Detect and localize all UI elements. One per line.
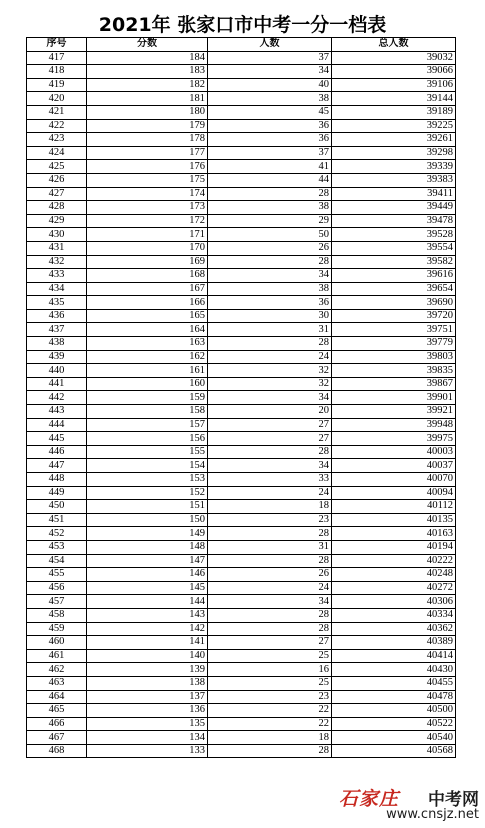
rank-cell: 424 (27, 146, 87, 160)
score-cell: 153 (87, 473, 208, 487)
count-cell: 44 (208, 173, 332, 187)
score-cell: 183 (87, 65, 208, 79)
rank-cell: 420 (27, 92, 87, 106)
total-cell: 40194 (332, 540, 456, 554)
total-cell: 39189 (332, 105, 456, 119)
count-cell: 26 (208, 241, 332, 255)
table-row (27, 337, 456, 351)
rank-cell: 451 (27, 513, 87, 527)
score-cell: 147 (87, 554, 208, 568)
score-cell: 154 (87, 459, 208, 473)
score-cell: 142 (87, 622, 208, 636)
total-cell: 39803 (332, 350, 456, 364)
table-row (27, 540, 456, 554)
count-cell: 27 (208, 432, 332, 446)
count-cell: 16 (208, 663, 332, 677)
count-cell: 28 (208, 445, 332, 459)
count-cell: 32 (208, 364, 332, 378)
rank-cell: 421 (27, 105, 87, 119)
count-cell: 32 (208, 377, 332, 391)
score-cell: 155 (87, 445, 208, 459)
score-cell: 156 (87, 432, 208, 446)
total-cell: 40362 (332, 622, 456, 636)
total-cell: 40334 (332, 608, 456, 622)
score-cell: 148 (87, 540, 208, 554)
total-cell: 39616 (332, 269, 456, 283)
total-cell: 40003 (332, 445, 456, 459)
rank-cell: 457 (27, 595, 87, 609)
table-row (27, 92, 456, 106)
rank-cell: 467 (27, 731, 87, 745)
count-cell: 41 (208, 160, 332, 174)
count-cell: 28 (208, 554, 332, 568)
score-cell: 133 (87, 744, 208, 758)
table-row (27, 486, 456, 500)
table-row (27, 649, 456, 663)
total-cell: 40500 (332, 704, 456, 718)
table-row (27, 445, 456, 459)
rank-cell: 465 (27, 704, 87, 718)
rank-cell: 435 (27, 296, 87, 310)
rank-cell: 468 (27, 744, 87, 758)
total-cell: 39948 (332, 418, 456, 432)
total-cell: 40222 (332, 554, 456, 568)
rank-cell: 427 (27, 187, 87, 201)
count-cell: 18 (208, 731, 332, 745)
total-cell: 39225 (332, 119, 456, 133)
count-cell: 27 (208, 636, 332, 650)
table-row (27, 527, 456, 541)
score-cell: 143 (87, 608, 208, 622)
count-cell: 25 (208, 676, 332, 690)
score-cell: 171 (87, 228, 208, 242)
total-cell: 39298 (332, 146, 456, 160)
table-row (27, 160, 456, 174)
table-row (27, 500, 456, 514)
total-cell: 40135 (332, 513, 456, 527)
count-cell: 36 (208, 133, 332, 147)
rank-cell: 455 (27, 568, 87, 582)
rank-cell: 440 (27, 364, 87, 378)
table-row (27, 595, 456, 609)
rank-cell: 443 (27, 405, 87, 419)
score-cell: 139 (87, 663, 208, 677)
score-cell: 177 (87, 146, 208, 160)
rank-cell: 426 (27, 173, 87, 187)
rank-cell: 452 (27, 527, 87, 541)
total-cell: 39411 (332, 187, 456, 201)
rank-cell: 438 (27, 337, 87, 351)
score-cell: 136 (87, 704, 208, 718)
score-cell: 135 (87, 717, 208, 731)
rank-cell: 431 (27, 241, 87, 255)
score-cell: 141 (87, 636, 208, 650)
table-header-row (27, 38, 456, 52)
table-row (27, 554, 456, 568)
header-rank: 序号 (27, 38, 87, 52)
score-cell: 158 (87, 405, 208, 419)
score-cell: 149 (87, 527, 208, 541)
table-row (27, 473, 456, 487)
watermark-brand: 中考网 (428, 790, 479, 810)
watermark-url: www.cnsjz.net (386, 807, 479, 822)
total-cell: 40163 (332, 527, 456, 541)
rank-cell: 449 (27, 486, 87, 500)
table-row (27, 173, 456, 187)
score-table (26, 37, 456, 758)
total-cell: 40414 (332, 649, 456, 663)
score-cell: 178 (87, 133, 208, 147)
rank-cell: 429 (27, 214, 87, 228)
total-cell: 40094 (332, 486, 456, 500)
score-cell: 138 (87, 676, 208, 690)
count-cell: 27 (208, 418, 332, 432)
table-row (27, 146, 456, 160)
rank-cell: 430 (27, 228, 87, 242)
rank-cell: 445 (27, 432, 87, 446)
count-cell: 45 (208, 105, 332, 119)
table-row (27, 282, 456, 296)
table-row (27, 133, 456, 147)
table-row (27, 513, 456, 527)
table-row (27, 432, 456, 446)
total-cell: 39066 (332, 65, 456, 79)
score-cell: 184 (87, 51, 208, 65)
table-row (27, 228, 456, 242)
table-row (27, 704, 456, 718)
score-cell: 173 (87, 201, 208, 215)
score-cell: 163 (87, 337, 208, 351)
table-row (27, 105, 456, 119)
count-cell: 36 (208, 296, 332, 310)
total-cell: 39449 (332, 201, 456, 215)
rank-cell: 418 (27, 65, 87, 79)
table-row (27, 51, 456, 65)
count-cell: 22 (208, 717, 332, 731)
total-cell: 40037 (332, 459, 456, 473)
rank-cell: 437 (27, 323, 87, 337)
rank-cell: 439 (27, 350, 87, 364)
total-cell: 39901 (332, 391, 456, 405)
table-row (27, 78, 456, 92)
total-cell: 39779 (332, 337, 456, 351)
table-row (27, 690, 456, 704)
count-cell: 23 (208, 513, 332, 527)
total-cell: 39261 (332, 133, 456, 147)
rank-cell: 444 (27, 418, 87, 432)
table-row (27, 241, 456, 255)
total-cell: 40248 (332, 568, 456, 582)
table-row (27, 608, 456, 622)
count-cell: 24 (208, 350, 332, 364)
page-title: 2021年 张家口市中考一分一档表 (98, 14, 387, 36)
count-cell: 28 (208, 337, 332, 351)
score-cell: 167 (87, 282, 208, 296)
header-score: 分数 (87, 38, 208, 52)
table-row (27, 65, 456, 79)
count-cell: 33 (208, 473, 332, 487)
score-cell: 168 (87, 269, 208, 283)
total-cell: 40478 (332, 690, 456, 704)
count-cell: 30 (208, 309, 332, 323)
score-cell: 176 (87, 160, 208, 174)
total-cell: 40272 (332, 581, 456, 595)
table-row (27, 663, 456, 677)
count-cell: 28 (208, 527, 332, 541)
table-row (27, 377, 456, 391)
score-cell: 181 (87, 92, 208, 106)
count-cell: 28 (208, 622, 332, 636)
table-body (27, 51, 456, 758)
score-cell: 150 (87, 513, 208, 527)
score-cell: 172 (87, 214, 208, 228)
rank-cell: 460 (27, 636, 87, 650)
table-row (27, 296, 456, 310)
table-row (27, 717, 456, 731)
rank-cell: 453 (27, 540, 87, 554)
score-cell: 170 (87, 241, 208, 255)
table-row (27, 744, 456, 758)
rank-cell: 464 (27, 690, 87, 704)
score-cell: 169 (87, 255, 208, 269)
count-cell: 29 (208, 214, 332, 228)
rank-cell: 436 (27, 309, 87, 323)
rank-cell: 458 (27, 608, 87, 622)
rank-cell: 462 (27, 663, 87, 677)
table-row (27, 201, 456, 215)
total-cell: 40070 (332, 473, 456, 487)
rank-cell: 447 (27, 459, 87, 473)
count-cell: 28 (208, 608, 332, 622)
rank-cell: 461 (27, 649, 87, 663)
table-row (27, 405, 456, 419)
total-cell: 40568 (332, 744, 456, 758)
count-cell: 37 (208, 51, 332, 65)
score-cell: 161 (87, 364, 208, 378)
rank-cell: 446 (27, 445, 87, 459)
total-cell: 39835 (332, 364, 456, 378)
count-cell: 36 (208, 119, 332, 133)
total-cell: 40540 (332, 731, 456, 745)
count-cell: 37 (208, 146, 332, 160)
total-cell: 39339 (332, 160, 456, 174)
score-cell: 144 (87, 595, 208, 609)
count-cell: 34 (208, 459, 332, 473)
count-cell: 38 (208, 201, 332, 215)
total-cell: 39106 (332, 78, 456, 92)
table-row (27, 323, 456, 337)
table-row (27, 119, 456, 133)
total-cell: 40306 (332, 595, 456, 609)
total-cell: 39528 (332, 228, 456, 242)
table-row (27, 214, 456, 228)
table-row (27, 731, 456, 745)
watermark (339, 784, 479, 824)
count-cell: 31 (208, 323, 332, 337)
count-cell: 34 (208, 391, 332, 405)
table-row (27, 418, 456, 432)
table-row (27, 459, 456, 473)
total-cell: 39690 (332, 296, 456, 310)
table-row (27, 581, 456, 595)
table-row (27, 364, 456, 378)
score-cell: 166 (87, 296, 208, 310)
total-cell: 40430 (332, 663, 456, 677)
table-row (27, 391, 456, 405)
score-cell: 182 (87, 78, 208, 92)
count-cell: 31 (208, 540, 332, 554)
count-cell: 34 (208, 595, 332, 609)
header-total: 总人数 (332, 38, 456, 52)
rank-cell: 459 (27, 622, 87, 636)
rank-cell: 423 (27, 133, 87, 147)
score-cell: 175 (87, 173, 208, 187)
count-cell: 26 (208, 568, 332, 582)
total-cell: 39554 (332, 241, 456, 255)
total-cell: 39720 (332, 309, 456, 323)
rank-cell: 441 (27, 377, 87, 391)
score-cell: 159 (87, 391, 208, 405)
count-cell: 28 (208, 255, 332, 269)
rank-cell: 442 (27, 391, 87, 405)
header-count: 人数 (208, 38, 332, 52)
table-row (27, 255, 456, 269)
score-cell: 137 (87, 690, 208, 704)
rank-cell: 432 (27, 255, 87, 269)
rank-cell: 454 (27, 554, 87, 568)
total-cell: 39975 (332, 432, 456, 446)
total-cell: 39383 (332, 173, 456, 187)
total-cell: 40522 (332, 717, 456, 731)
total-cell: 40112 (332, 500, 456, 514)
count-cell: 28 (208, 187, 332, 201)
table-row (27, 309, 456, 323)
count-cell: 28 (208, 744, 332, 758)
total-cell: 39921 (332, 405, 456, 419)
total-cell: 39478 (332, 214, 456, 228)
rank-cell: 428 (27, 201, 87, 215)
table-row (27, 568, 456, 582)
table-row (27, 269, 456, 283)
count-cell: 23 (208, 690, 332, 704)
score-cell: 140 (87, 649, 208, 663)
count-cell: 34 (208, 269, 332, 283)
rank-cell: 448 (27, 473, 87, 487)
table-row (27, 636, 456, 650)
score-cell: 134 (87, 731, 208, 745)
rank-cell: 466 (27, 717, 87, 731)
rank-cell: 463 (27, 676, 87, 690)
rank-cell: 425 (27, 160, 87, 174)
score-cell: 180 (87, 105, 208, 119)
total-cell: 39867 (332, 377, 456, 391)
count-cell: 22 (208, 704, 332, 718)
score-cell: 146 (87, 568, 208, 582)
count-cell: 20 (208, 405, 332, 419)
rank-cell: 456 (27, 581, 87, 595)
table-row (27, 350, 456, 364)
score-cell: 160 (87, 377, 208, 391)
table-row (27, 676, 456, 690)
rank-cell: 419 (27, 78, 87, 92)
watermark-logo: 石家庄 (339, 788, 400, 810)
total-cell: 40455 (332, 676, 456, 690)
score-cell: 174 (87, 187, 208, 201)
table-row (27, 622, 456, 636)
rank-cell: 417 (27, 51, 87, 65)
table-row (27, 187, 456, 201)
count-cell: 18 (208, 500, 332, 514)
total-cell: 39654 (332, 282, 456, 296)
score-cell: 151 (87, 500, 208, 514)
count-cell: 40 (208, 78, 332, 92)
rank-cell: 450 (27, 500, 87, 514)
count-cell: 50 (208, 228, 332, 242)
score-cell: 162 (87, 350, 208, 364)
count-cell: 34 (208, 65, 332, 79)
count-cell: 25 (208, 649, 332, 663)
score-cell: 164 (87, 323, 208, 337)
count-cell: 24 (208, 486, 332, 500)
count-cell: 38 (208, 282, 332, 296)
rank-cell: 433 (27, 269, 87, 283)
total-cell: 39582 (332, 255, 456, 269)
count-cell: 38 (208, 92, 332, 106)
total-cell: 40389 (332, 636, 456, 650)
score-cell: 145 (87, 581, 208, 595)
score-cell: 157 (87, 418, 208, 432)
count-cell: 24 (208, 581, 332, 595)
rank-cell: 434 (27, 282, 87, 296)
total-cell: 39751 (332, 323, 456, 337)
total-cell: 39144 (332, 92, 456, 106)
score-cell: 152 (87, 486, 208, 500)
rank-cell: 422 (27, 119, 87, 133)
score-cell: 165 (87, 309, 208, 323)
score-cell: 179 (87, 119, 208, 133)
total-cell: 39032 (332, 51, 456, 65)
